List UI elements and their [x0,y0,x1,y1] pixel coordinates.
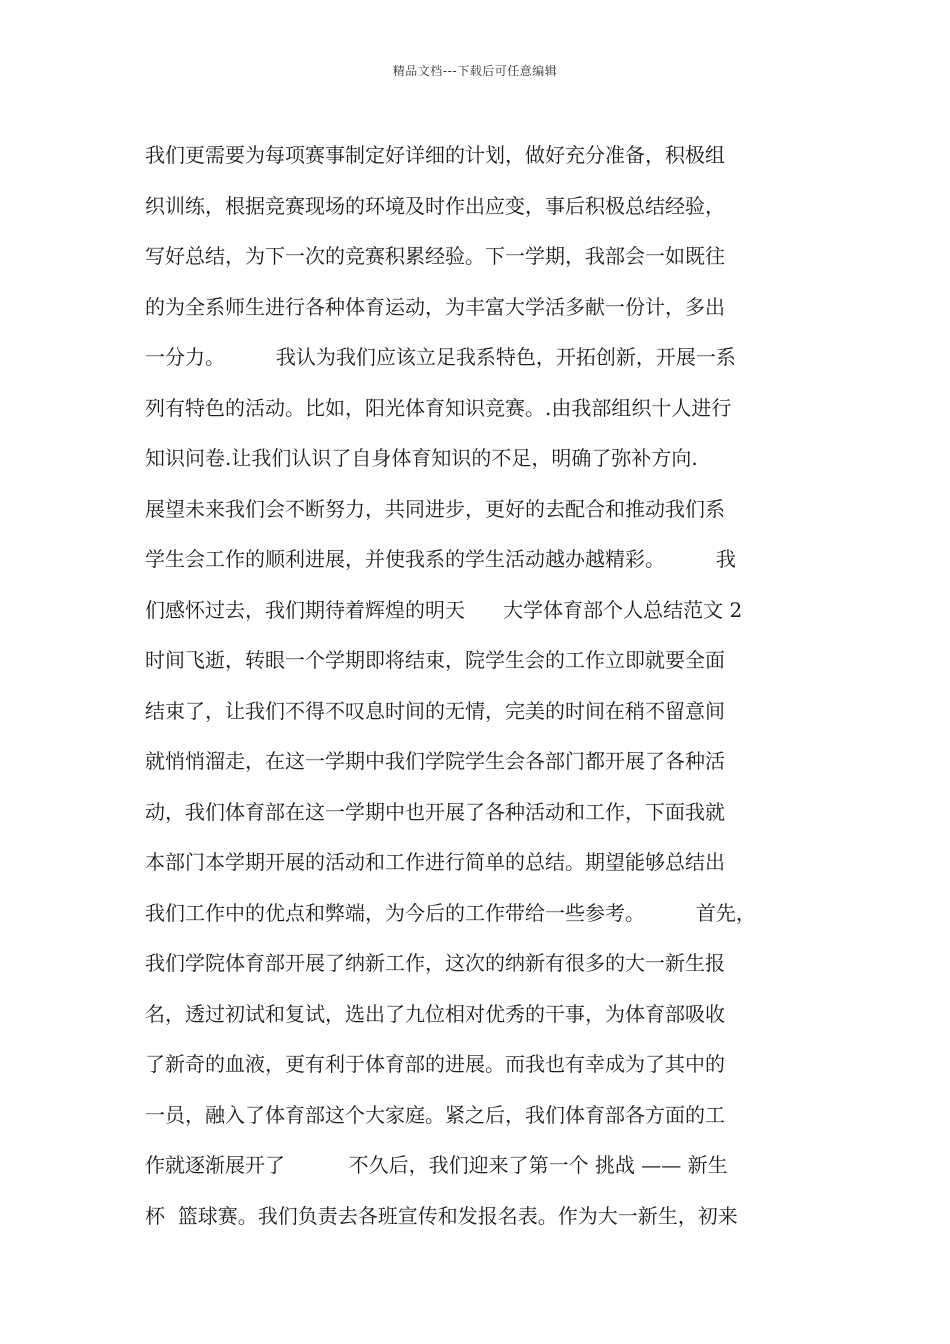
text-line: 名，透过初试和复试，选出了九位相对优秀的干事，为体育部吸收 [145,1001,725,1026]
text-line: 本部门本学期开展的活动和工作进行简单的总结。期望能够总结出 [145,850,725,874]
text-line: 一分力。 我认为我们应该立足我系特色，开拓创新，开展一系 [145,345,736,369]
text-line: 织训练，根据竞赛现场的环境及时作出应变，事后积极总结经验， [145,193,725,218]
text-line: 学生会工作的顺利进展，并使我系的学生活动越办越精彩。 我 [145,547,736,571]
text-line: 知识问卷.让我们认识了自身体育知识的不足，明确了弥补方向. [145,446,698,470]
text-line: 我们更需要为每项赛事制定好详细的计划，做好充分准备，积极组 [145,143,725,167]
text-line: 就悄悄溜走，在这一学期中我们学院学生会各部门都开展了各种活 [145,749,725,773]
text-line: 一员，融入了体育部这个大家庭。紧之后，我们体育部各方面的工 [145,1102,725,1127]
text-line: 杯 篮球赛。我们负责去各班宣传和发报名表。作为大一新生，初来 [145,1203,738,1228]
text-line: 作就逐渐展开了 不久后，我们迎来了第一个 挑战 —— 新生 [145,1153,728,1177]
text-line: 写好总结，为下一次的竞赛积累经验。下一学期，我部会一如既往 [145,244,725,268]
text-line: 们感怀过去，我们期待着辉煌的明天 大学体育部个人总结范文 2 [145,597,743,622]
body-text [145,130,825,1241]
text-line: 我们学院体育部开展了纳新工作，这次的纳新有很多的大一新生报 [145,951,725,975]
text-line: 展望未来我们会不断努力，共同进步，更好的去配合和推动我们系 [145,496,725,521]
text-line: 了新奇的血液，更有利于体育部的进展。而我也有幸成为了其中的 [145,1052,725,1076]
text-line: 动，我们体育部在这一学期中也开展了各种活动和工作，下面我就 [145,799,725,824]
text-line: 结束了，让我们不得不叹息时间的无情，完美的时间在稍不留意间 [145,698,725,723]
text-line: 的为全系师生进行各种体育运动，为丰富大学活多献一份计，多出 [145,294,725,319]
text-line: 列有特色的活动。比如，阳光体育知识竞赛。.由我部组织十人进行 [145,395,732,420]
text-line: 我们工作中的优点和弊端，为今后的工作带给一些参考。 首先， [145,900,756,925]
text-line: 时间飞逝，转眼一个学期即将结束，院学生会的工作立即就要全面 [145,648,725,672]
page-header: 精品文档---下载后可任意编辑 [392,64,558,78]
